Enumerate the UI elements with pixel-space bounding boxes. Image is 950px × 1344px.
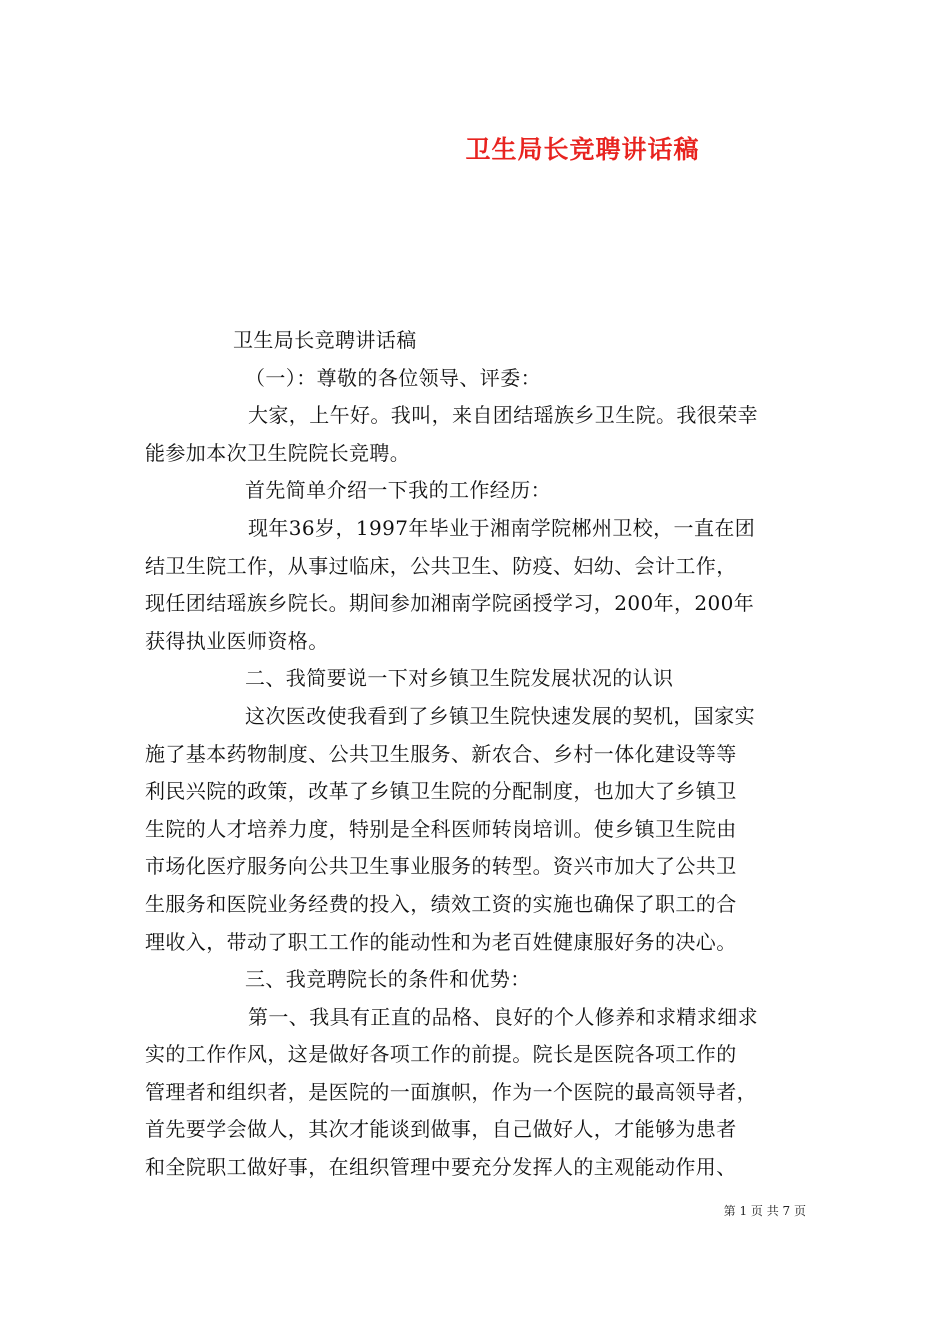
body-line: 利民兴院的政策，改革了乡镇卫生院的分配制度，也加大了乡镇卫	[145, 779, 737, 804]
body-line: 大家，上午好。我叫，来自团结瑶族乡卫生院。我很荣幸	[248, 403, 758, 428]
body-line: 结卫生院工作，从事过临床，公共卫生、防疫、妇幼、会计工作，	[145, 553, 737, 578]
body-line: 生院的人才培养力度，特别是全科医师转岗培训。使乡镇卫生院由	[145, 816, 737, 841]
body-line: 二、我简要说一下对乡镇卫生院发展状况的认识	[245, 666, 674, 691]
body-line: （一）：尊敬的各位领导、评委：	[245, 365, 541, 390]
body-line: 市场化医疗服务向公共卫生事业服务的转型。资兴市加大了公共卫	[145, 854, 737, 879]
body-line: 三、我竞聘院长的条件和优势：	[245, 967, 531, 992]
body-line: 这次医改使我看到了乡镇卫生院快速发展的契机，国家实	[245, 703, 755, 728]
body-line: 第一、我具有正直的品格、良好的个人修养和求精求细求	[248, 1004, 758, 1029]
body-line: 实的工作作风，这是做好各项工作的前提。院长是医院各项工作的	[145, 1042, 737, 1067]
body-line: 首先简单介绍一下我的工作经历：	[245, 478, 551, 503]
body-line: 施了基本药物制度、公共卫生服务、新农合、乡村一体化建设等等	[145, 741, 737, 766]
body-line: 理收入，带动了职工工作的能动性和为老百姓健康服好务的决心。	[145, 929, 737, 954]
body-line: 和全院职工做好事，在组织管理中要充分发挥人的主观能动作用、	[145, 1155, 737, 1180]
body-line: 首先要学会做人，其次才能谈到做事，自己做好人，才能够为患者	[145, 1117, 737, 1142]
body-line: 现年36岁，1997年毕业于湘南学院郴州卫校，一直在团	[248, 515, 756, 540]
document-title: 卫生局长竞聘讲话稿	[465, 135, 700, 164]
body-line: 获得执业医师资格。	[145, 628, 329, 653]
page-number-footer: 第 1 页 共 7 页	[723, 1204, 806, 1218]
body-line: 能参加本次卫生院院长竞聘。	[145, 440, 411, 465]
body-line: 卫生局长竞聘讲话稿	[233, 328, 417, 352]
body-line: 现任团结瑶族乡院长。期间参加湘南学院函授学习，200年，200年	[145, 591, 755, 616]
document-body	[145, 322, 810, 1187]
body-line: 管理者和组织者，是医院的一面旗帜，作为一个医院的最高领导者，	[145, 1079, 757, 1104]
body-line: 生服务和医院业务经费的投入，绩效工资的实施也确保了职工的合	[145, 891, 737, 916]
